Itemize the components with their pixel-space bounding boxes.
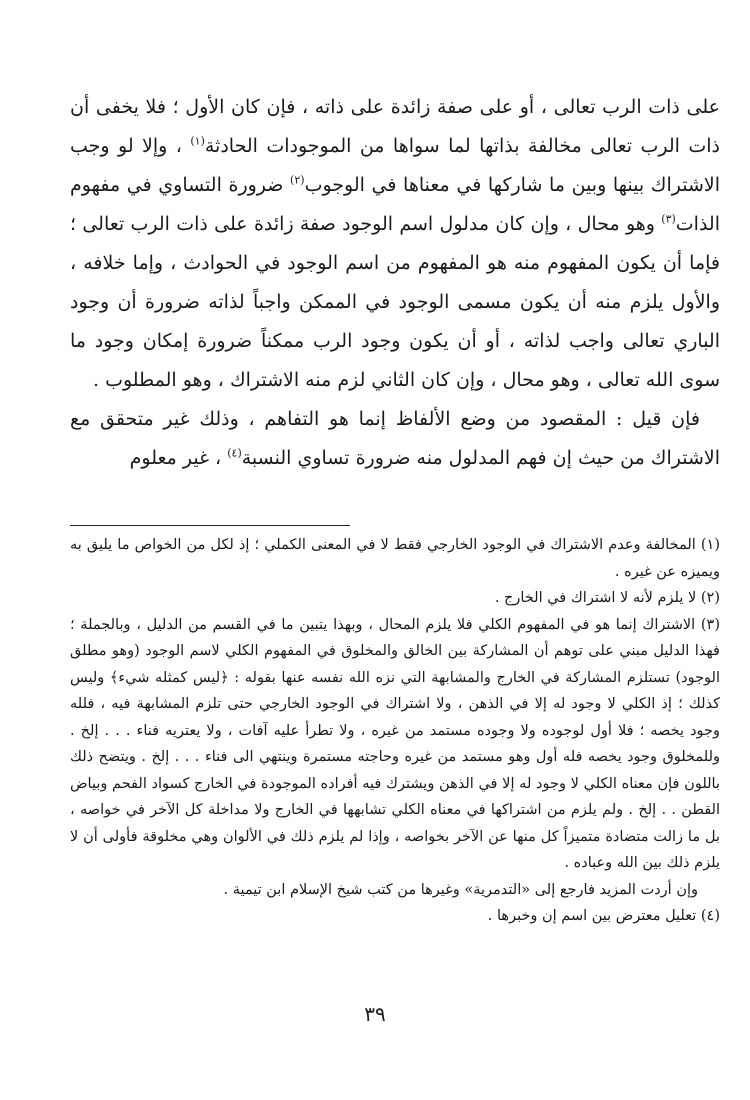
paragraph-1: [70, 88, 720, 400]
footnote-separator: [70, 525, 350, 526]
paragraph-2: [70, 400, 720, 478]
paragraph-2-text-a: فإن قيل : المقصود من وضع الألفاظ إنما هو التفاهم ، وذلك غير متحقق مع الاشتراك من حيث إن فهم المدلول منه ضرورة تساوي النسبة: [70, 408, 720, 469]
footnote-ref-1[interactable]: (١): [190, 134, 205, 148]
paragraph-1-text-c: ضرورة التساوي في مفهوم الذات: [70, 174, 720, 235]
paragraph-1-text-a: على ذات الرب تعالى ، أو على صفة زائدة على ذاته ، فإن كان الأول ؛ فلا يخفى أن ذات الرب تعالى مخالفة بذاتها لما سواها من الموجودات الحادثة: [70, 96, 721, 157]
footnote-4: (٤) تعليل معترض بين اسم إن وخبرها .: [487, 908, 720, 924]
footnote-1: (١) المخالفة وعدم الاشتراك في الوجود الخارجي فقط لا في المعنى الكملي ؛ إذ لكل من الخواص ما يليق به ويميزه عن غيره .: [70, 537, 720, 580]
paragraph-1-text-b: ، وإلا لو وجب الاشتراك بينها وبين ما شاركها في معناها في الوجوب: [70, 135, 720, 196]
footnote-3: (٣) الاشتراك إنما هو في المفهوم الكلي فلا يلزم المحال ، وبهذا يتبين ما في القسم من الدليل ، وبالجملة ؛ فهذا الدليل مبني على توهم أن المشاركة بين الخالق والمخلوق في المفهوم الكلي لاسم الوجود (وهو مطلق الوجود) تستلزم المشاركة في الخارج والمشابهة التي نزه الله نفسه عنها بقوله : ﴿ليس كمثله شيء﴾ وليس كذلك ؛ إذ الكلي لا وجود له إلا في الذهن ، ولا اشتراك في الوجود الخارجي حتى تلزم المشابهة فيه ، فلله وجود يخصه ؛ فلا أول لوجوده ولا وجوده مستمد من غيره ، ولا تطرأ عليه آفات ، ولا يعتريه فناء . . . إلخ . وللمخلوق وجود يخصه فله أول وهو مستمد من غيره وحاجته مستمرة وينتهي الى فناء . . . إلخ . ويتضح ذلك باللون فإن معناه الكلي لا وجود له إلا في الذهن ويشترك فيه أفراده الموجودة في الخارج كسواد الفحم وبياض القطن . . إلخ . ولم يلزم من اشتراكها في معناه الكلي تشابهها في الخارج ولا مداخلة كل الآخر في خواصه ، بل ما زالت متضادة متميزاً كل منها عن الآخر بخواصه ، وإذا لم يلزم ذلك في الألوان وهي مخلوقة فأولى أن لا يلزم ذلك بين الله وعباده .: [70, 616, 720, 871]
footnotes-section: [70, 532, 720, 930]
footnote-ref-3[interactable]: (٣): [661, 212, 676, 226]
footnote-ref-4[interactable]: (٤): [227, 446, 242, 460]
main-text-body: [70, 88, 720, 478]
footnote-3-continuation: وإن أردت المزيد فارجع إلى «التدمرية» وغيرها من كتب شيخ الإسلام ابن تيمية .: [223, 881, 698, 898]
paragraph-1-text-d: وهو محال ، وإن كان مدلول اسم الوجود صفة زائدة على ذات الرب تعالى ؛ فإما أن يكون المفهوم منه هو المفهوم من اسم الوجود في الحوادث ، وإما خلافه ، والأول يلزم منه أن يكون مسمى الوجود في الممكن واجباً لذاته ضرورة أن وجود الباري تعالى واجب لذاته ، أو أن يكون وجود الرب ممكناً ضرورة إمكان وجود ما سوى الله تعالى ، وهو محال ، وإن كان الثاني لزم منه الاشتراك ، وهو المطلوب .: [70, 213, 720, 391]
page-number: ٣٩: [364, 1002, 386, 1026]
paragraph-2-text-b: ، غير معلوم: [129, 447, 228, 469]
footnote-2: (٢) لا يلزم لأنه لا اشتراك في الخارج .: [494, 590, 720, 606]
footnote-ref-2[interactable]: (٢): [290, 173, 305, 187]
